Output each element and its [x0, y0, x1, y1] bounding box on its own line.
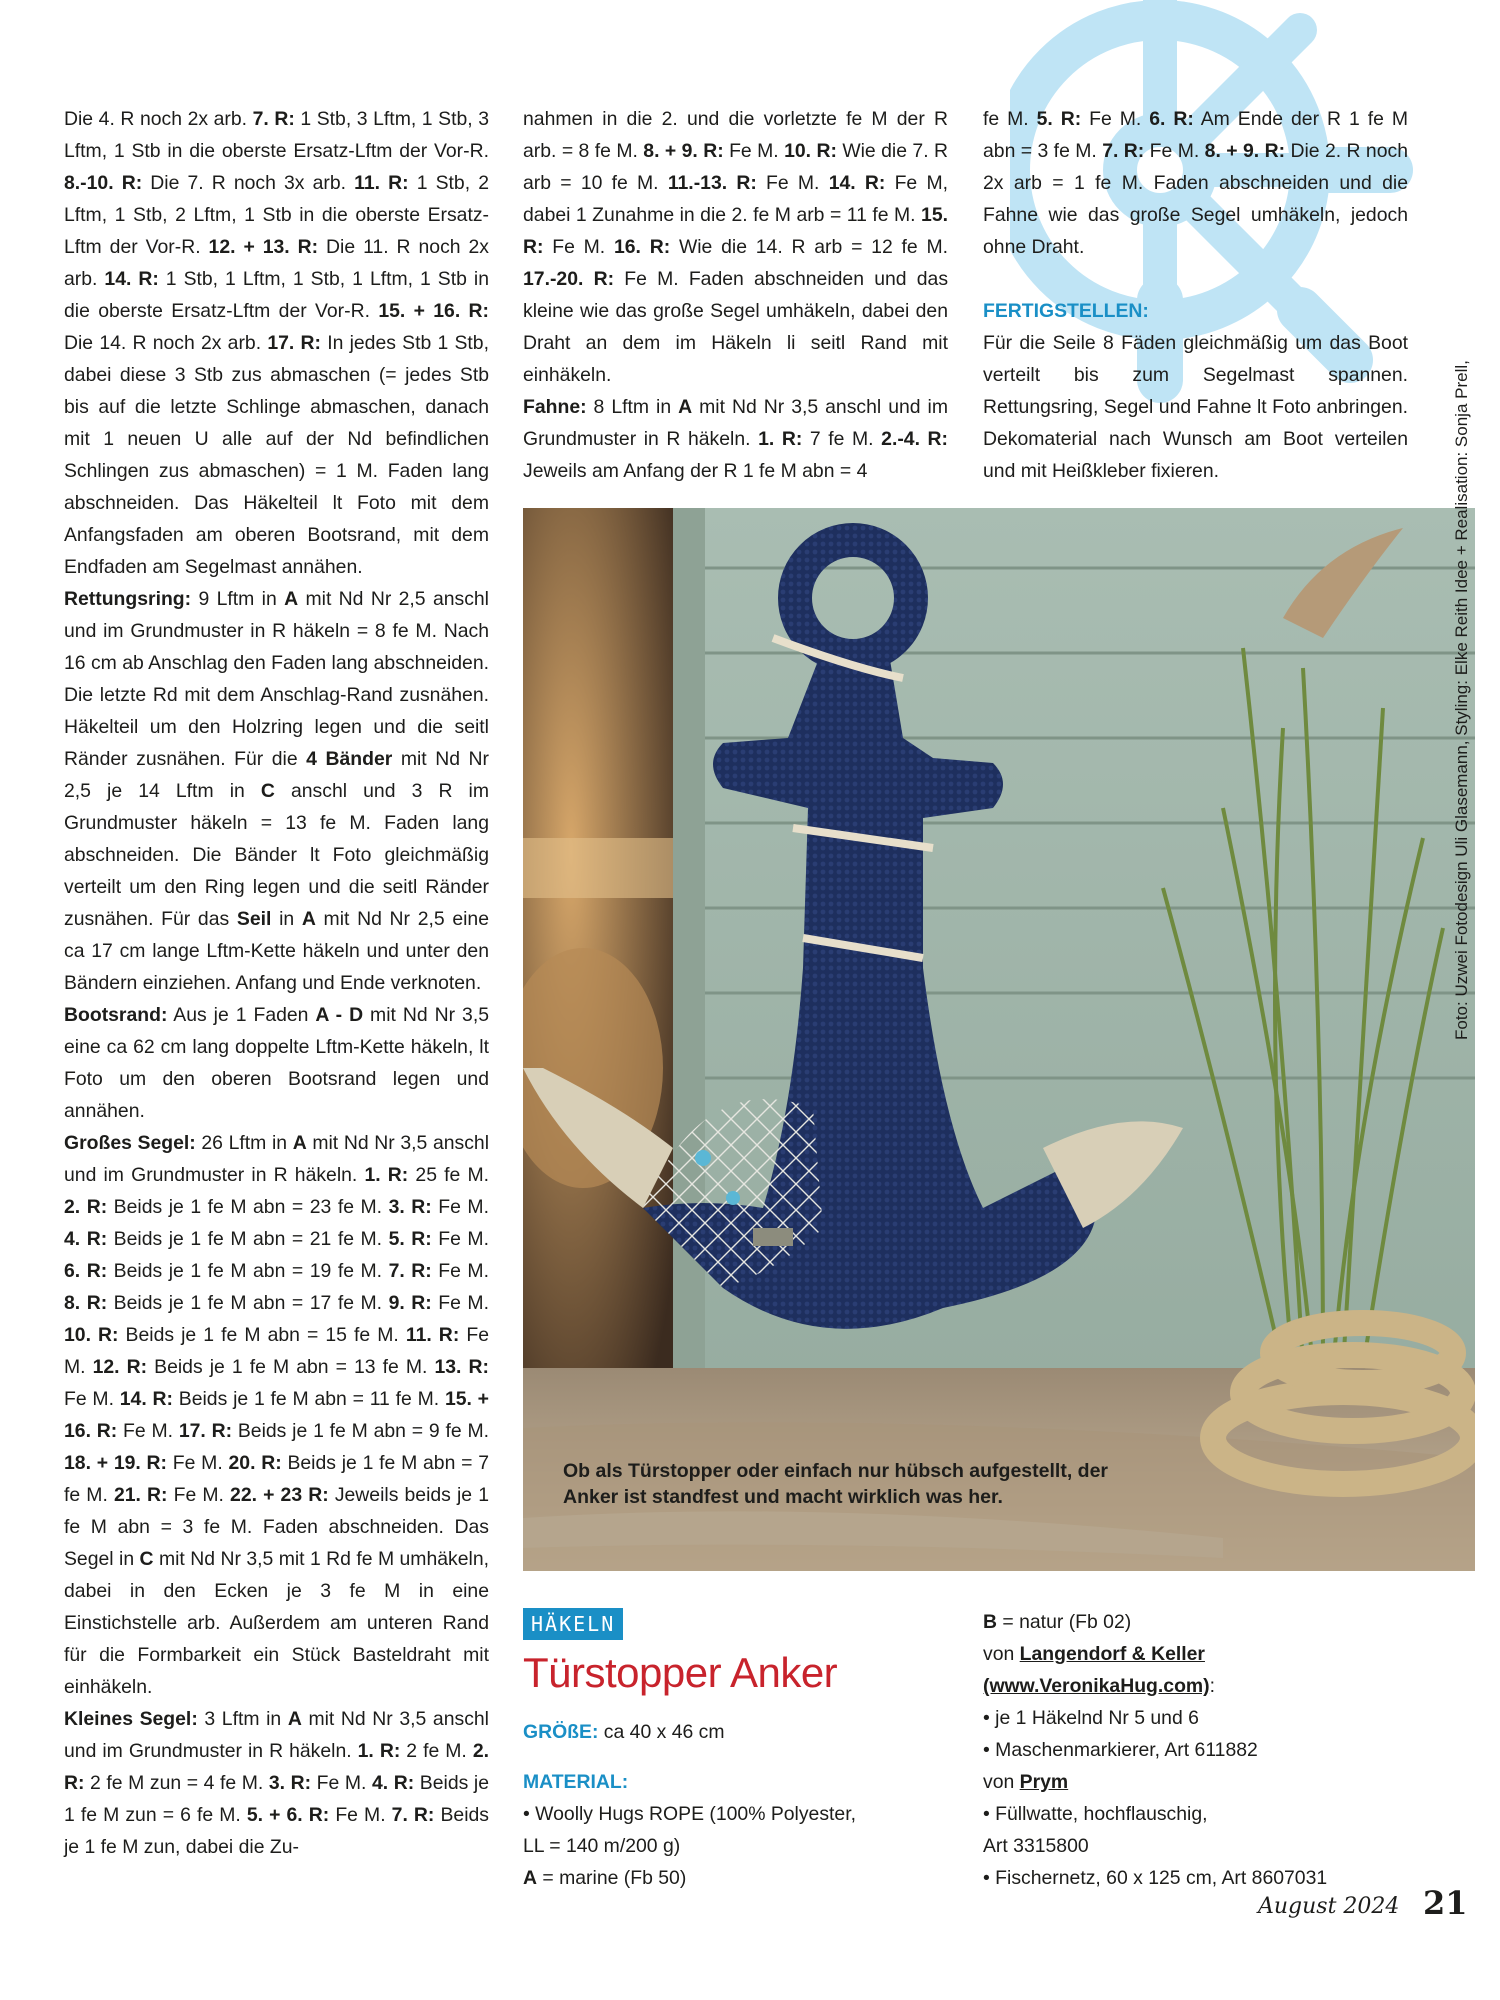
material-line: • je 1 Häkelnd Nr 5 und 6: [983, 1707, 1199, 1729]
paragraph: fe M. 5. R: Fe M. 6. R: Am Ende der R 1 fe M abn = 3 fe M. 7. R: Fe M. 8. + 9. R: Die 2. R noch 2x arb = 1 fe M. Faden abschneiden und die Fahne wie das große Segel umhäkeln, jedoch ohne Draht.: [983, 108, 1408, 258]
page-number: 21: [1423, 1884, 1468, 1922]
material-heading: MATERIAL:: [523, 1771, 629, 1793]
material-line: • Fischernetz, 60 x 125 cm, Art 8607031: [983, 1867, 1328, 1889]
paragraph: nahmen in die 2. und die vorletzte fe M der R arb. = 8 fe M. 8. + 9. R: Fe M. 10. R: Wie die 7. R arb = 10 fe M. 11.-13. R: Fe M. 14. R: Fe M, dabei 1 Zunahme in die 2. fe M arb = 11 fe M. 15. R: Fe M. 16. R: Wie die 14. R arb = 12 fe M. 17.-20. R: Fe M. Faden abschneiden und das kleine wie das große Segel umhäkeln, dabei den Draht an dem im Häkeln li seitl Rand mit einhäkeln.: [523, 108, 949, 386]
photo-caption: Ob als Türstopper oder einfach nur hübsch aufgestellt, der Anker ist standfest und macht wirklich was her.: [563, 1460, 1109, 1508]
paragraph: Großes Segel: 26 Lftm in A mit Nd Nr 3,5 anschl und im Grundmuster in R häkeln. 1. R: 25 fe M. 2. R: Beids je 1 fe M abn = 23 fe M. 3. R: Fe M. 4. R: Beids je 1 fe M abn = 21 fe M. 5. R: Fe M. 6. R: Beids je 1 fe M abn = 19 fe M. 7. R: Fe M. 8. R: Beids je 1 fe M abn = 17 fe M. 9. R: Fe M. 10. R: Beids je 1 fe M abn = 15 fe M. 11. R: Fe M. 12. R: Beids je 1 fe M abn = 13 fe M. 13. R: Fe M. 14. R: Beids je 1 fe M abn = 11 fe M. 15. + 16. R: Fe M. 17. R: Beids je 1 fe M abn = 9 fe M. 18. + 19. R: Fe M. 20. R: Beids je 1 fe M abn = 7 fe M. 21. R: Fe M. 22. + 23 R: Jeweils beids je 1 fe M abn = 3 fe M. Faden abschneiden. Das Segel in C mit Nd Nr 3,5 mit 1 Rd fe M umhäkeln, dabei in den Ecken je 3 fe M in eine Einstichstelle arb. Außerdem am unteren Rand für die Formbarkeit ein Stück Basteldraht mit einhäkeln.: [64, 1132, 490, 1698]
material-list-continued: [983, 1606, 1413, 1894]
paragraph: Für die Seile 8 Fäden gleichmäßig um das Boot verteilt bis zum Segelmast spannen. Rettungsring, Segel und Fahne lt Foto anbringen. Dekomaterial nach Wunsch am Boot verteilen und mit Heißkleber fixieren.: [983, 332, 1408, 482]
instructions-column-1: [64, 103, 489, 1863]
paragraph: Die 4. R noch 2x arb. 7. R: 1 Stb, 3 Lftm, 1 Stb, 3 Lftm, 1 Stb in die oberste Ersatz-Lftm der Vor-R. 8.-10. R: Die 7. R noch 3x arb. 11. R: 1 Stb, 2 Lftm, 1 Stb, 2 Lftm, 1 Stb in die oberste Ersatz-Lftm der Vor-R. 12. + 13. R: Die 11. R noch 2x arb. 14. R: 1 Stb, 1 Lftm, 1 Stb, 1 Lftm, 1 Stb in die oberste Ersatz-Lftm der Vor-R. 15. + 16. R: Die 14. R noch 2x arb. 17. R: In jedes Stb 1 Stb, dabei diese 3 Stb zus abmaschen (= jedes Stb bis auf die letzte Schlinge abmaschen, danach mit 1 neuen U alle auf der Nd befindlichen Schlingen zus abmaschen) = 1 M. Faden lang abschneiden. Das Häkelteil lt Foto mit dem Anfangsfaden am oberen Bootsrand, mit dem Endfaden am Segelmast annähen.: [64, 108, 490, 578]
material-line: B = natur (Fb 02): [983, 1611, 1132, 1633]
pattern-title: Türstopper Anker: [523, 1649, 838, 1696]
material-line: Art 3315800: [983, 1835, 1089, 1857]
pattern-info: [523, 1716, 953, 1894]
material-line: A = marine (Fb 50): [523, 1867, 687, 1889]
material-line: von Prym: [983, 1771, 1069, 1793]
material-line: (www.VeronikaHug.com):: [983, 1675, 1216, 1697]
category-badge: HÄKELN: [523, 1608, 623, 1640]
material-line: LL = 140 m/200 g): [523, 1835, 681, 1857]
paragraph: Kleines Segel: 3 Lftm in A mit Nd Nr 3,5 anschl und im Grundmuster in R häkeln. 1. R: 2 fe M. 2. R: 2 fe M zun = 4 fe M. 3. R: Fe M. 4. R: Beids je 1 fe M zun = 6 fe M. 5. + 6. R: Fe M. 7. R: Beids je 1 fe M zun, dabei die Zu-: [64, 1708, 489, 1858]
magazine-issue: August 2024: [1258, 1894, 1400, 1919]
photo-credit: Foto: Uzwei Fotodesign Uli Glasemann, Styling: Elke Reith Idee + Realisation: Sonja Prell,: [1452, 360, 1471, 1040]
paragraph: Fahne: 8 Lftm in A mit Nd Nr 3,5 anschl und im Grundmuster in R häkeln. 1. R: 7 fe M. 2.-4. R: Jeweils am Anfang der R 1 fe M abn = 4: [523, 396, 948, 482]
instructions-column-2: [523, 103, 948, 487]
material-line: • Woolly Hugs ROPE (100% Polyester,: [523, 1803, 856, 1825]
size-label: GRÖßE:: [523, 1721, 599, 1743]
instructions-column-3: [983, 103, 1408, 487]
material-line: von Langendorf & Keller: [983, 1643, 1205, 1665]
size-value: ca 40 x 46 cm: [603, 1721, 725, 1743]
paragraph: Bootsrand: Aus je 1 Faden A - D mit Nd Nr 3,5 eine ca 62 cm lang doppelte Lftm-Kette häkeln, lt Foto um den oberen Bootsrand legen und annähen.: [64, 1004, 489, 1122]
material-line: • Füllwatte, hochflauschig,: [983, 1803, 1208, 1825]
material-line: • Maschenmarkierer, Art 611882: [983, 1739, 1258, 1761]
paragraph: Rettungsring: 9 Lftm in A mit Nd Nr 2,5 anschl und im Grundmuster in R häkeln = 8 fe M. Nach 16 cm ab Anschlag den Faden lang abschneiden. Die letzte Rd mit dem Anschlag-Rand zusnähen. Häkelteil um den Holzring legen und die seitl Ränder zusnähen. Für die 4 Bänder mit Nd Nr 2,5 je 14 Lftm in C anschl und 3 R im Grundmuster häkeln = 13 fe M. Faden lang abschneiden. Die Bänder lt Foto gleichmäßig verteilt um den Ring legen und die seitl Ränder zusnähen. Für das Seil in A mit Nd Nr 2,5 eine ca 17 cm lange Lftm-Kette häkeln und unter den Bändern einziehen. Anfang und Ende verknoten.: [64, 588, 490, 994]
section-heading: FERTIGSTELLEN:: [983, 300, 1149, 322]
